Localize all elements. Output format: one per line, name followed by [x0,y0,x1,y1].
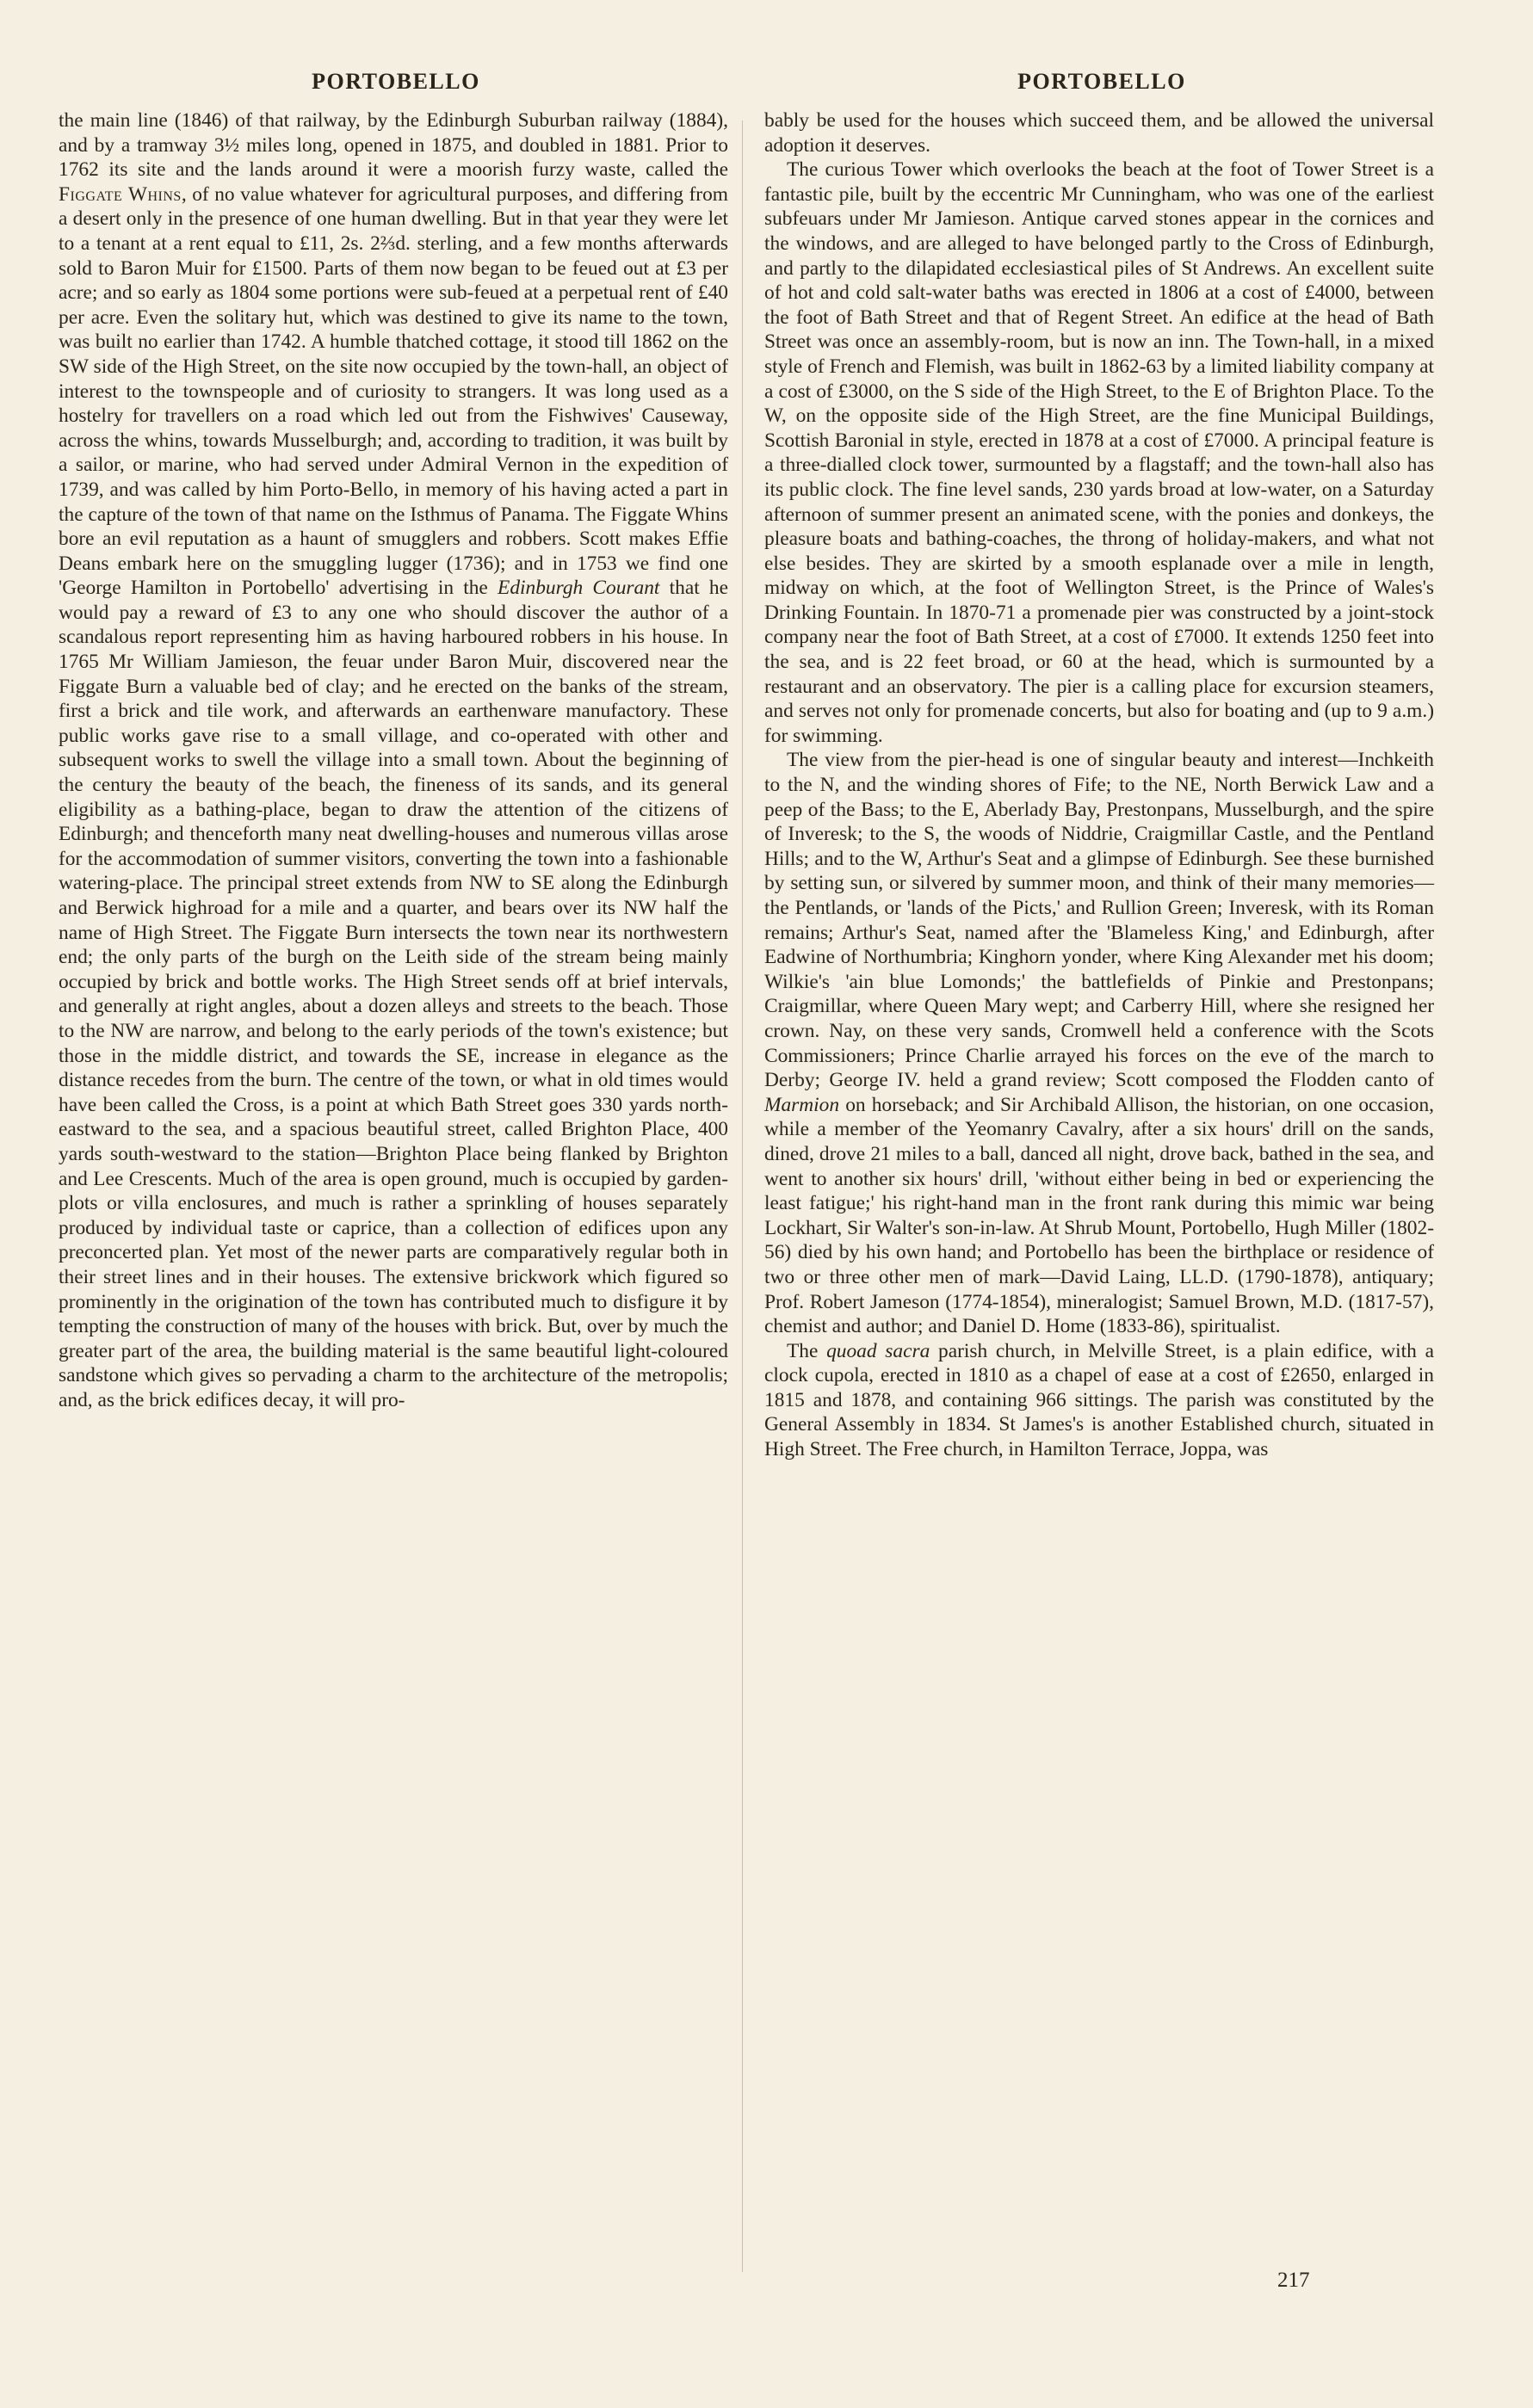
text-run: , of no value whatever for agricultural purposes, and differing from a desert only in the presence of one human dwelling. But in that year they were let to a tenant at a rent equal to £11, 2s. 2⅔d. sterling, and a few months afterwards sold to Baron Muir for £1500. Parts of them now began to be feued out at £3 per acre; and so early as 1804 some portions were sub-feued at a perpetual rent of £40 per acre. Even the solitary hut, which was destined to give its name to the town, was built no earlier than 1742. A humble thatched cottage, it stood till 1862 on the SW side of the High Street, on the site now occupied by the town-hall, an object of interest to the townspeople and of curiosity to strangers. It was long used as a hostelry for travellers on a road which led out from the Fishwives' Causeway, across the whins, towards Musselburgh; and, according to tradition, it was built by a sailor, or marine, who had served under Admiral Vernon in the expedition of 1739, and was called by him Porto-Bello, in memory of his having acted a part in the capture of the town of that name on the Isthmus of Panama. The Figgate Whins bore an evil reputation as a haunt of smugglers and robbers. Scott makes Effie Deans embark here on the smuggling lugger (1736); and in 1753 we find one 'George Hamilton in Portobello' advertising in the [59,182,728,600]
paragraph [59,108,728,1412]
text-run: that he would pay a reward of £3 to any one who should discover the author of a scandalous report representing him as having harboured robbers in his house. In 1765 Mr William Jamieson, the feuar under Baron Muir, discovered near the Figgate Burn a valuable bed of clay; and he erected on the banks of the stream, first a brick and tile work, and afterwards an earthenware manufactory. These public works gave rise to a small village, and co-operated with other and subsequent works to swell the village into a small town. About the beginning of the century the beauty of the beach, the fineness of its sands, and its general eligibility as a bathing-place, began to draw the attention of the citizens of Edinburgh; and thenceforth many neat dwelling-houses and numerous villas arose for the accommodation of summer visitors, converting the town into a fashionable watering-place. The principal street extends from NW to SE along the Edinburgh and Berwick highroad for a mile and a quarter, and bears over its NW half the name of High Street. The Figgate Burn intersects the town near its northwestern end; the only parts of the burgh on the Leith side of the stream being mainly occupied by brick and bottle works. The High Street sends off at brief intervals, and generally at right angles, about a dozen alleys and streets to the beach. Those to the NW are narrow, and belong to the early periods of the town's existence; but those in the middle district, and towards the SE, increase in elegance as the distance recedes from the burn. The centre of the town, or what in old times would have been called the Cross, is a point at which Bath Street goes 330 yards north-eastward to the sea, and a spacious beautiful street, called Brighton Place, 400 yards south-westward to the station—Brighton Place being flanked by Brighton and Lee Crescents. Much of the area is open ground, much is occupied by garden-plots or villa enclosures, and much is rather a sprinkling of houses separately produced by individual taste or caprice, than a collection of edifices upon any preconcerted plan. Yet most of the newer parts are comparatively regular both in their street lines and in their houses. The extensive brickwork which figured so prominently in the origination of the town has contributed much to disfigure it by tempting the construction of many of the houses with brick. But, over by much the greater part of the area, the building material is the same beautiful light-coloured sandstone which gives so pervading a charm to the architecture of the metropolis; and, as the brick edifices decay, it will pro- [59,577,728,1411]
column-divider [742,120,743,2272]
page-number: 217 [1277,2269,1310,2292]
running-head-left: PORTOBELLO [312,69,480,94]
paragraph [764,1339,1434,1462]
italic-title: Marmion [764,1093,840,1116]
right-column [764,108,1434,1462]
paragraph [764,748,1434,1338]
italic-term: quoad sacra [826,1339,930,1362]
text-run: parish church, in Melville Street, is a plain edifice, with a clock cupola, erected in 1810 as a chapel of ease at a cost of £2650, enlarged in 1815 and 1878, and containing 966 sittings. The parish was constituted by the General Assembly in 1834. St James's is another Established church, situated in High Street. The Free church, in Hamilton Terrace, Joppa, was [764,1339,1434,1461]
running-head-right: PORTOBELLO [1017,69,1186,94]
text-run: the main line (1846) of that railway, by the Edinburgh Suburban railway (1884), and by a tramway 3½ miles long, opened in 1875, and doubled in 1881. Prior to 1762 its site and the lands around it were a moorish furzy waste, called the [59,109,728,182]
left-column [59,108,728,1412]
text-run: The [787,1339,827,1362]
italic-title: Edinburgh Courant [498,577,660,600]
paragraph: bably be used for the houses which succeed them, and be allowed the universal adoption it deserves. [764,109,1434,157]
paragraph: The curious Tower which overlooks the beach at the foot of Tower Street is a fantastic pile, built by the eccentric Mr Cunningham, who was one of the earliest subfeuars under Mr Jamieson. Antique carved stones appear in the cornices and the windows, and are alleged to have belonged partly to the Cross of Edinburgh, and partly to the dilapidated ecclesiastical piles of St Andrews. An excellent suite of hot and cold salt-water baths was erected in 1806 at a cost of £4000, between the foot of Bath Street and that of Regent Street. An edifice at the head of Bath Street was once an assembly-room, but is now an inn. The Town-hall, in a mixed style of French and Flemish, was built in 1862-63 by a limited liability company at a cost of £3000, on the S side of the High Street, to the E of Brighton Place. To the W, on the opposite side of the High Street, are the fine Municipal Buildings, Scottish Baronial in style, erected in 1878 at a cost of £7000. A principal feature is a three-dialled clock tower, surmounted by a flagstaff; and the town-hall also has its public clock. The fine level sands, 230 yards broad at low-water, on a Saturday afternoon of summer present an animated scene, with the ponies and donkeys, the pleasure boats and bathing-coaches, the throng of holiday-makers, and what not else besides. They are skirted by a smooth esplanade over a mile in length, midway on which, at the foot of Wellington Street, is the Prince of Wales's Drinking Fountain. In 1870-71 a promenade pier was constructed by a joint-stock company near the foot of Bath Street, at a cost of £7000. It extends 1250 feet into the sea, and is 22 feet broad, or 60 at the head, which is surmounted by a restaurant and an observatory. The pier is a calling place for excursion steamers, and serves not only for promenade concerts, but also for boating and (up to 9 a.m.) for swimming. [764,158,1434,747]
text-run: on horseback; and Sir Archibald Allison, the historian, on one occasion, while a member of the Yeomanry Cavalry, after a six hours' drill on the sands, dined, drove 21 miles to a ball, danced all night, drove back, bathed in the sea, and went to another six hours' drill, 'without either being in bed or experiencing the least fatigue;' his right-hand man in the front rank during this mimic war being Lockhart, Sir Walter's son-in-law. At Shrub Mount, Portobello, Hugh Miller (1802-56) died by his own hand; and Portobello has been the birthplace or residence of two or three other men of mark—David Laing, LL.D. (1790-1878), antiquary; Prof. Robert Jameson (1774-1854), mineralogist; Samuel Brown, M.D. (1817-57), chemist and author; and Daniel D. Home (1833-86), spiritualist. [764,1093,1434,1338]
small-caps-term: Figgate Whins [59,182,182,206]
text-run: The view from the pier-head is one of singular beauty and interest—Inchkeith to the N, and the winding shores of Fife; to the NE, North Berwick Law and a peep of the Bass; to the E, Aberlady Bay, Prestonpans, Musselburgh, and the spire of Inveresk; to the S, the woods of Niddrie, Craigmillar Castle, and the Pentland Hills; and to the W, Arthur's Seat and a glimpse of Edinburgh. See these burnished by setting sun, or silvered by summer moon, and think of their many memories—the Pentlands, or 'lands of the Picts,' and Rullion Green; Inveresk, with its Roman remains; Arthur's Seat, named after the 'Blameless King,' and Edinburgh, after Eadwine of Northumbria; Kinghorn yonder, where King Alexander met his doom; Wilkie's 'ain blue Lomonds;' the battlefields of Pinkie and Prestonpans; Craigmillar, where Queen Mary wept; and Carberry Hill, where she resigned her crown. Nay, on these very sands, Cromwell held a conference with the Scots Commissioners; Prince Charlie arrayed his forces on the eve of the march to Derby; George IV. held a grand review; Scott composed the Flodden canto of [764,749,1434,1092]
